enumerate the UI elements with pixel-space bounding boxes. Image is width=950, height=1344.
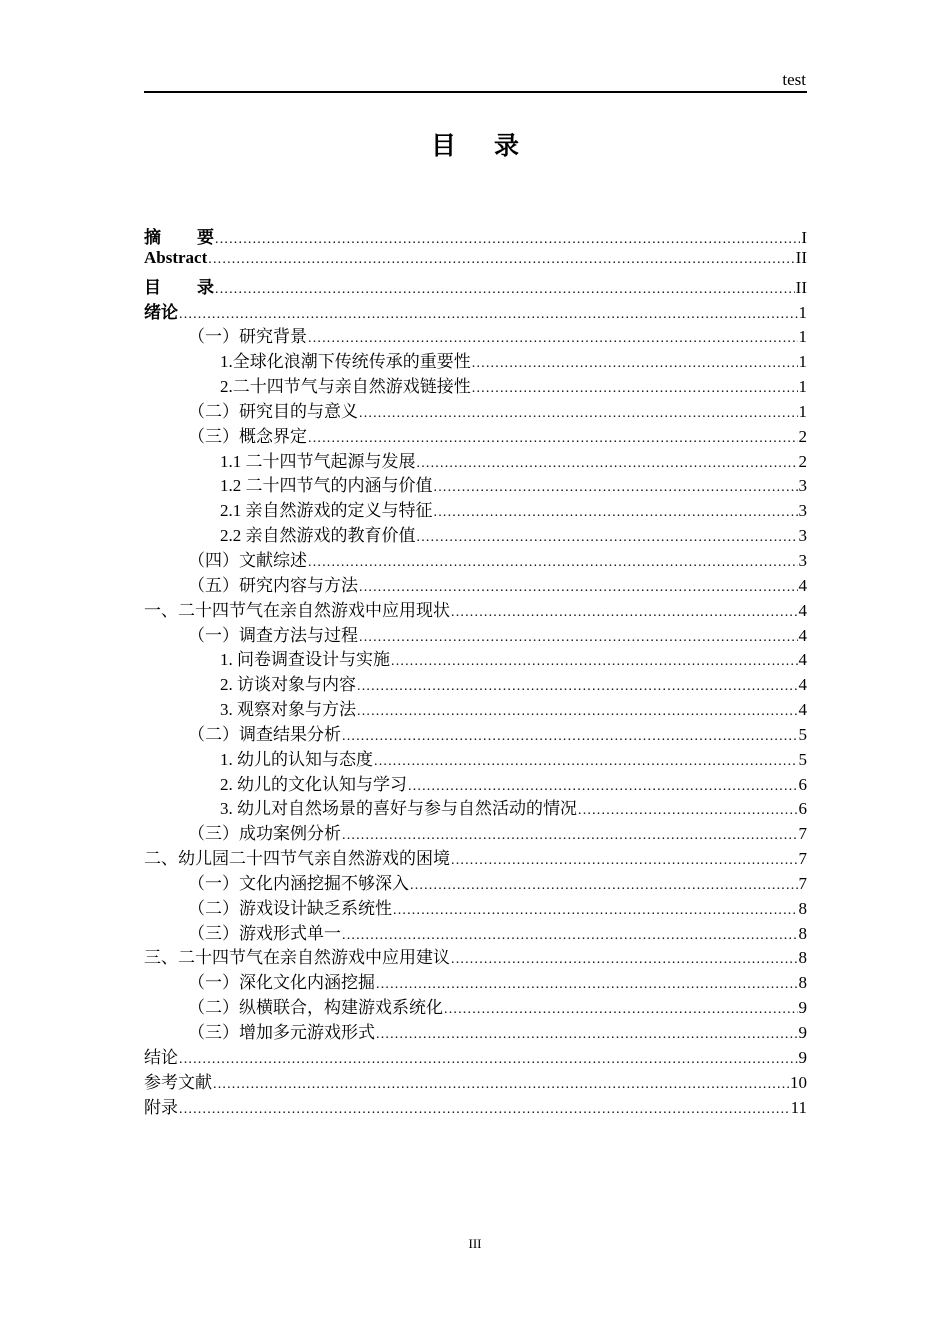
toc-entry-title: 3. 幼儿对自然场景的喜好与参与自然活动的情况 bbox=[220, 799, 577, 819]
toc-dot-leader bbox=[472, 381, 798, 397]
toc-entry[interactable] bbox=[144, 471, 807, 496]
toc-entry[interactable] bbox=[144, 322, 807, 347]
toc-entry-page: 4 bbox=[798, 575, 807, 595]
toc-entry[interactable] bbox=[144, 546, 807, 571]
toc-entry-page: 8 bbox=[798, 898, 807, 918]
toc-entry[interactable] bbox=[144, 273, 807, 298]
toc-entry-page: 3 bbox=[798, 501, 807, 521]
toc-entry-page: 11 bbox=[790, 1097, 807, 1117]
toc-entry[interactable] bbox=[144, 372, 807, 397]
toc-entry[interactable] bbox=[144, 496, 807, 521]
toc-dot-leader bbox=[213, 1077, 789, 1093]
toc-dot-leader bbox=[342, 729, 798, 745]
table-of-contents bbox=[144, 223, 807, 1117]
toc-entry-title: 2. 访谈对象与内容 bbox=[220, 675, 356, 695]
toc-dot-leader bbox=[359, 630, 798, 646]
toc-entry[interactable] bbox=[144, 596, 807, 621]
toc-dot-leader bbox=[374, 754, 798, 770]
toc-entry[interactable] bbox=[144, 223, 807, 248]
toc-entry[interactable] bbox=[144, 869, 807, 894]
toc-entry-title: （二）纵横联合，构建游戏系统化 bbox=[188, 998, 443, 1018]
toc-entry-page: 8 bbox=[798, 973, 807, 993]
toc-entry-page: 9 bbox=[798, 1023, 807, 1042]
toc-entry[interactable] bbox=[144, 571, 807, 596]
toc-entry-page: 1 bbox=[798, 327, 807, 347]
toc-entry-page: 4 bbox=[798, 675, 807, 695]
toc-entry-title: （三）游戏形式单一 bbox=[188, 923, 341, 943]
toc-entry-title: 2. 幼儿的文化认知与学习 bbox=[220, 774, 407, 794]
toc-dot-leader bbox=[359, 406, 798, 422]
toc-entry-page: 5 bbox=[798, 724, 807, 744]
toc-dot-leader bbox=[357, 704, 798, 720]
toc-dot-leader bbox=[376, 977, 798, 993]
toc-entry-page: 4 bbox=[798, 700, 807, 720]
toc-entry[interactable] bbox=[144, 695, 807, 720]
toc-dot-leader bbox=[208, 252, 794, 268]
toc-dot-leader bbox=[357, 679, 798, 695]
toc-entry-title: 1. 幼儿的认知与态度 bbox=[220, 749, 373, 769]
toc-entry[interactable] bbox=[144, 397, 807, 422]
toc-entry-title: 参考文献 bbox=[144, 1072, 212, 1092]
toc-dot-leader bbox=[359, 580, 798, 596]
toc-entry-title: 摘要 bbox=[144, 228, 250, 247]
toc-entry-title: （三）增加多元游戏形式 bbox=[188, 1023, 375, 1042]
toc-dot-leader bbox=[376, 1027, 798, 1043]
toc-entry[interactable] bbox=[144, 422, 807, 447]
toc-entry[interactable] bbox=[144, 745, 807, 770]
toc-entry-title: 1.全球化浪潮下传统传承的重要性 bbox=[220, 352, 471, 372]
toc-entry[interactable] bbox=[144, 621, 807, 646]
toc-entry-page: 1 bbox=[798, 401, 807, 421]
toc-dot-leader bbox=[417, 456, 798, 472]
toc-dot-leader bbox=[342, 828, 798, 844]
toc-entry-title: （二）游戏设计缺乏系统性 bbox=[188, 898, 392, 918]
toc-entry-page: 3 bbox=[798, 550, 807, 570]
toc-entry-title: 2.二十四节气与亲自然游戏链接性 bbox=[220, 377, 471, 397]
toc-entry-page: 3 bbox=[798, 476, 807, 496]
page-number: III bbox=[468, 1236, 482, 1251]
toc-dot-leader bbox=[451, 605, 798, 621]
toc-entry[interactable] bbox=[144, 943, 807, 968]
toc-entry[interactable] bbox=[144, 919, 807, 944]
toc-dot-leader bbox=[179, 1102, 790, 1118]
toc-entry-page: 9 bbox=[798, 1047, 807, 1067]
toc-dot-leader bbox=[179, 1052, 798, 1068]
toc-entry[interactable] bbox=[144, 670, 807, 695]
toc-entry[interactable] bbox=[144, 347, 807, 372]
toc-entry-page: 7 bbox=[798, 873, 807, 893]
toc-entry[interactable] bbox=[144, 819, 807, 844]
toc-entry-title: （一）文化内涵挖掘不够深入 bbox=[188, 873, 409, 893]
toc-entry-page: 4 bbox=[798, 650, 807, 670]
toc-entry-title: （一）调查方法与过程 bbox=[188, 625, 358, 645]
toc-entry-page: 1 bbox=[798, 302, 807, 322]
toc-entry[interactable] bbox=[144, 248, 807, 273]
page-title: 目录 bbox=[430, 133, 557, 160]
toc-entry-page: 3 bbox=[798, 526, 807, 546]
toc-entry-page: 5 bbox=[798, 749, 807, 769]
toc-dot-leader bbox=[434, 480, 798, 496]
toc-entry-title: 1.1 二十四节气起源与发展 bbox=[220, 451, 416, 471]
toc-entry-title: 结论 bbox=[144, 1047, 178, 1067]
toc-dot-leader bbox=[417, 530, 798, 546]
toc-entry-title: （四）文献综述 bbox=[188, 550, 307, 570]
toc-entry-title: 2.1 亲自然游戏的定义与特征 bbox=[220, 501, 433, 521]
toc-entry[interactable] bbox=[144, 794, 807, 819]
toc-dot-leader bbox=[391, 654, 798, 670]
toc-entry-page: II bbox=[795, 277, 807, 297]
toc-dot-leader bbox=[408, 779, 798, 795]
toc-entry-page: 2 bbox=[798, 451, 807, 471]
toc-entry-page: 6 bbox=[798, 774, 807, 794]
toc-entry-title: 二、幼儿园二十四节气亲自然游戏的困境 bbox=[144, 849, 450, 869]
toc-entry-page: 1 bbox=[798, 352, 807, 372]
toc-entry[interactable] bbox=[144, 720, 807, 745]
toc-entry-page: 2 bbox=[798, 426, 807, 446]
toc-entry[interactable] bbox=[144, 298, 807, 323]
toc-entry[interactable] bbox=[144, 844, 807, 869]
toc-entry[interactable] bbox=[144, 1068, 807, 1093]
toc-dot-leader bbox=[472, 356, 798, 372]
toc-entry-title: 绪论 bbox=[144, 302, 178, 322]
toc-entry-page: 4 bbox=[798, 625, 807, 645]
toc-entry-title: 一、二十四节气在亲自然游戏中应用现状 bbox=[144, 600, 450, 620]
toc-entry-page: 6 bbox=[798, 799, 807, 819]
toc-entry-page: 1 bbox=[798, 377, 807, 397]
toc-entry-title: （一）研究背景 bbox=[188, 327, 307, 347]
toc-entry[interactable] bbox=[144, 968, 807, 993]
toc-dot-leader bbox=[451, 853, 798, 869]
toc-entry-page: II bbox=[795, 247, 807, 267]
toc-entry-page: 10 bbox=[790, 1072, 807, 1092]
toc-entry[interactable] bbox=[144, 1043, 807, 1068]
toc-entry-title: （五）研究内容与方法 bbox=[188, 575, 358, 595]
toc-entry-page: 7 bbox=[798, 824, 807, 844]
toc-dot-leader bbox=[308, 431, 798, 447]
toc-entry-title: （一）深化文化内涵挖掘 bbox=[188, 973, 375, 993]
toc-entry-title: （二）调查结果分析 bbox=[188, 724, 341, 744]
toc-entry-title: 3. 观察对象与方法 bbox=[220, 700, 356, 720]
toc-entry-page: I bbox=[801, 228, 807, 247]
toc-dot-leader bbox=[179, 307, 798, 323]
toc-entry[interactable] bbox=[144, 894, 807, 919]
toc-entry-title: （二）研究目的与意义 bbox=[188, 401, 358, 421]
page-header-text: test bbox=[782, 70, 806, 89]
header-divider bbox=[144, 91, 807, 93]
toc-entry-page: 8 bbox=[798, 923, 807, 943]
toc-entry-title: 三、二十四节气在亲自然游戏中应用建议 bbox=[144, 948, 450, 968]
toc-entry[interactable] bbox=[144, 447, 807, 472]
toc-dot-leader bbox=[410, 878, 798, 894]
toc-entry[interactable] bbox=[144, 1018, 807, 1043]
toc-entry[interactable] bbox=[144, 645, 807, 670]
toc-entry-page: 4 bbox=[798, 600, 807, 620]
toc-entry[interactable] bbox=[144, 993, 807, 1018]
toc-dot-leader bbox=[215, 232, 800, 248]
toc-entry-title: （三）概念界定 bbox=[188, 426, 307, 446]
toc-dot-leader bbox=[342, 928, 798, 944]
toc-entry-page: 7 bbox=[798, 849, 807, 869]
toc-dot-leader bbox=[444, 1002, 798, 1018]
toc-dot-leader bbox=[393, 903, 798, 919]
toc-dot-leader bbox=[308, 331, 798, 347]
toc-dot-leader bbox=[451, 952, 798, 968]
toc-entry[interactable] bbox=[144, 521, 807, 546]
toc-entry-page: 8 bbox=[798, 948, 807, 968]
toc-entry-page: 9 bbox=[798, 998, 807, 1018]
toc-dot-leader bbox=[578, 803, 798, 819]
toc-entry-title: 附录 bbox=[144, 1097, 178, 1117]
toc-entry-title: （三）成功案例分析 bbox=[188, 824, 341, 844]
toc-entry[interactable] bbox=[144, 770, 807, 795]
toc-entry-title: Abstract bbox=[144, 247, 208, 267]
toc-entry-title: 1. 问卷调查设计与实施 bbox=[220, 650, 390, 670]
toc-entry-title: 目录 bbox=[144, 277, 250, 297]
toc-dot-leader bbox=[308, 555, 798, 571]
toc-dot-leader bbox=[215, 282, 795, 298]
toc-entry-title: 2.2 亲自然游戏的教育价值 bbox=[220, 526, 416, 546]
toc-dot-leader bbox=[434, 505, 798, 521]
toc-entry-title: 1.2 二十四节气的内涵与价值 bbox=[220, 476, 433, 496]
toc-entry[interactable] bbox=[144, 1093, 807, 1118]
